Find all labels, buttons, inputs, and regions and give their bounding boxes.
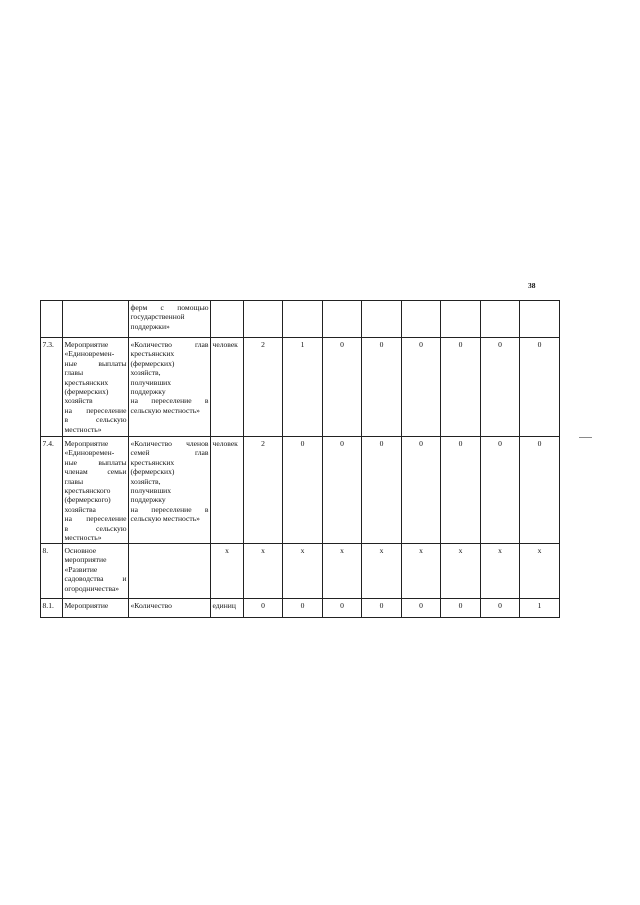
scan-mark (579, 437, 592, 438)
value-cell: 0 (441, 437, 481, 544)
value-cell: 2 (244, 338, 283, 437)
value-cell (362, 301, 402, 338)
text-line: хозяйств, (130, 368, 161, 378)
unit: человек (211, 437, 244, 544)
text-line: хозяйств (64, 396, 93, 406)
unit: x (211, 544, 244, 599)
text-line: получивших (130, 377, 172, 387)
value-cell: 0 (323, 599, 362, 618)
value-cell: 0 (362, 437, 402, 544)
unit (211, 301, 244, 338)
text-line: «Единовремен- (64, 349, 115, 359)
indicator-table (40, 300, 560, 618)
value-cell (520, 301, 560, 338)
text-line: на переселение (64, 514, 127, 524)
value-cell (244, 301, 283, 338)
value-cell: 0 (481, 338, 520, 437)
text-line: Основное (64, 546, 97, 555)
value-cell: x (283, 544, 323, 599)
text-line: ные выплаты (64, 358, 127, 368)
value-cell: 0 (481, 437, 520, 544)
text-line: «Количество глав (130, 340, 209, 349)
text-line: «Единовремен- (64, 448, 115, 458)
measure-name (63, 301, 129, 338)
value-cell: 0 (362, 338, 402, 437)
text-line: на переселение в (130, 396, 209, 406)
text-line: местность» (64, 424, 102, 434)
text-line: государственной (130, 312, 185, 322)
text-line: мероприятие (64, 555, 107, 565)
text-line: главы (64, 476, 84, 486)
value-cell (323, 301, 362, 338)
measure-name (63, 544, 129, 599)
value-cell: 1 (283, 338, 323, 437)
text-line: «Количество членов (130, 439, 209, 448)
text-line: хозяйств, (130, 476, 161, 486)
value-cell (402, 301, 441, 338)
row-number (41, 301, 63, 338)
text-line: хозяйства (64, 504, 96, 514)
value-cell: 0 (481, 599, 520, 618)
value-cell: 0 (441, 338, 481, 437)
text-line: крестьянских (130, 457, 175, 467)
measure-name (63, 437, 129, 544)
value-cell: 0 (402, 599, 441, 618)
table-row (41, 338, 560, 437)
value-cell: 0 (402, 338, 441, 437)
value-cell (283, 301, 323, 338)
text-line: крестьянских (64, 377, 109, 387)
text-line: (фермерских) (130, 358, 175, 368)
value-cell: x (402, 544, 441, 599)
text-line: на переселение (64, 405, 127, 415)
value-cell: 0 (441, 599, 481, 618)
unit: человек (211, 338, 244, 437)
text-line: садоводства и (64, 574, 127, 584)
text-line: в сельскую (64, 523, 127, 533)
text-line: крестьянского (64, 486, 111, 496)
value-cell: x (481, 544, 520, 599)
text-line: поддержки» (130, 321, 170, 331)
text-line: на переселение в (130, 504, 209, 514)
text-line: (фермерского) (64, 495, 111, 505)
value-cell: 2 (244, 437, 283, 544)
indicator-name (129, 437, 211, 544)
text-line: местность» (64, 533, 102, 543)
text-line: семей глав (130, 448, 209, 458)
value-cell: 0 (520, 437, 560, 544)
text-line: сельскую местность» (130, 405, 200, 415)
value-cell: x (362, 544, 402, 599)
value-cell: x (323, 544, 362, 599)
value-cell: 0 (402, 437, 441, 544)
value-cell: 0 (323, 437, 362, 544)
unit: единиц (211, 599, 244, 618)
value-cell (441, 301, 481, 338)
table-row (41, 599, 560, 618)
value-cell (481, 301, 520, 338)
value-cell: x (244, 544, 283, 599)
text-line: членам семьи (64, 467, 127, 477)
page-number: 38 (528, 281, 536, 290)
value-cell: 0 (244, 599, 283, 618)
text-line: (фермерских) (64, 387, 109, 397)
value-cell: 0 (362, 599, 402, 618)
text-line: поддержку (130, 495, 166, 505)
value-cell: x (520, 544, 560, 599)
table-row (41, 544, 560, 599)
table-row (41, 437, 560, 544)
measure-name (63, 338, 129, 437)
text-line: главы (64, 368, 84, 378)
value-cell: 0 (520, 338, 560, 437)
text-line: огородничества» (64, 583, 120, 593)
value-cell: 0 (283, 437, 323, 544)
text-line: получивших (130, 486, 172, 496)
text-line: крестьянских (130, 349, 175, 359)
indicator-name (129, 301, 211, 338)
value-cell: 0 (323, 338, 362, 437)
text-line: ферм с помощью (130, 303, 209, 312)
value-cell: x (441, 544, 481, 599)
text-line: ные выплаты (64, 457, 127, 467)
text-line: в сельскую (64, 415, 127, 425)
indicator-name (129, 599, 211, 618)
text-line: (фермерских) (130, 467, 175, 477)
text-line: поддержку (130, 387, 166, 397)
row-number: 8. (41, 544, 63, 599)
row-number: 7.4. (41, 437, 63, 544)
value-cell: 0 (283, 599, 323, 618)
indicator-name (129, 544, 211, 599)
text-line: сельскую местность» (130, 514, 200, 524)
measure-name (63, 599, 129, 618)
row-number: 8.1. (41, 599, 63, 618)
table-row (41, 301, 560, 338)
text-line: «Количество (130, 601, 172, 610)
text-line: Мероприятие (64, 439, 109, 448)
text-line: Мероприятие (64, 601, 109, 610)
row-number: 7.3. (41, 338, 63, 437)
text-line: «Развитие (64, 564, 98, 574)
value-cell: 1 (520, 599, 560, 618)
indicator-name (129, 338, 211, 437)
text-line: Мероприятие (64, 340, 109, 349)
